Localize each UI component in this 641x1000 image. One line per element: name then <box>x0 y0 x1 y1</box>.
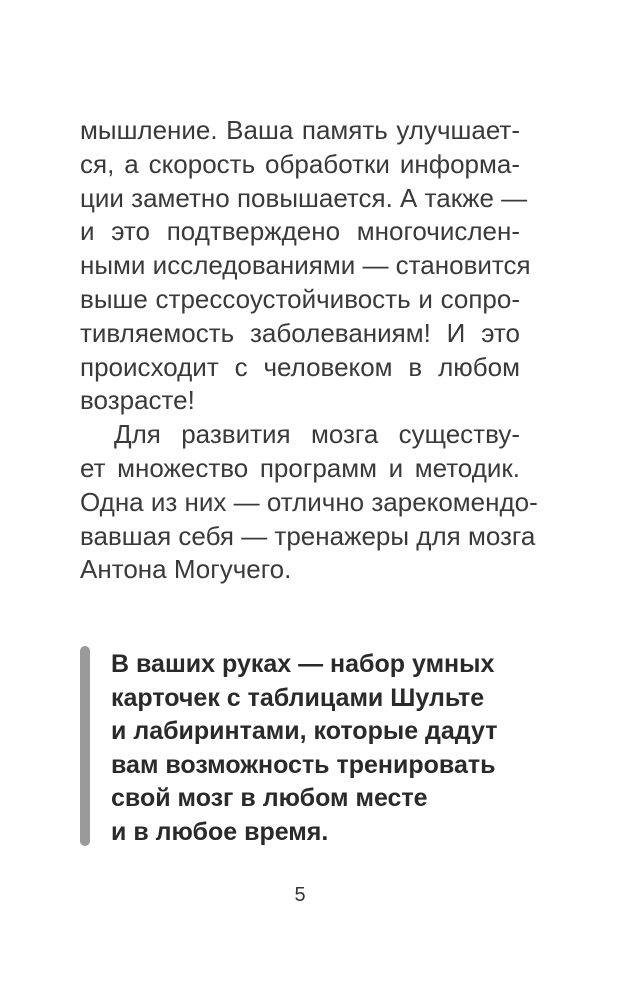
callout-line: и в любое время. <box>111 817 329 846</box>
callout-box <box>80 646 520 846</box>
body-line: мышление. Ваша память улучшает- <box>80 115 520 145</box>
body-line: тивляемость заболеваниям! И это <box>80 317 520 348</box>
callout-line: карточек с таблицами Шульте <box>111 683 485 712</box>
callout-accent-bar <box>80 646 90 846</box>
callout-line: и лабиринтами, которые дадут <box>111 717 498 745</box>
body-line: ции заметно повышается. А также — <box>80 182 528 213</box>
body-line: выше стрессоустойчивость и сопро- <box>80 283 520 314</box>
body-text <box>80 114 538 587</box>
body-line: происходит с человеком в любом <box>80 351 520 382</box>
page-number: 5 <box>294 884 306 906</box>
callout-line: В ваших руках — набор умных <box>111 650 495 678</box>
body-line: и это подтверждено многочислен- <box>80 216 520 247</box>
callout-line: вам возможность тренировать <box>111 750 496 779</box>
body-line: Одна из них — отлично зарекомендо- <box>80 486 538 517</box>
callout-text <box>111 648 511 849</box>
body-line: возрасте! <box>80 385 195 416</box>
paragraph-first-line: Для развития мозга существу- <box>114 419 520 450</box>
body-line: вавшая себя — тренажеры для мозга <box>80 520 536 551</box>
body-line: ет множество программ и методик. <box>80 452 520 483</box>
body-line: Антона Могучего. <box>80 554 292 585</box>
body-line: ными исследованиями — становится <box>80 250 531 281</box>
callout-line: свой мозг в любом месте <box>111 784 428 812</box>
body-line: ся, а скорость обработки информа- <box>80 148 520 179</box>
